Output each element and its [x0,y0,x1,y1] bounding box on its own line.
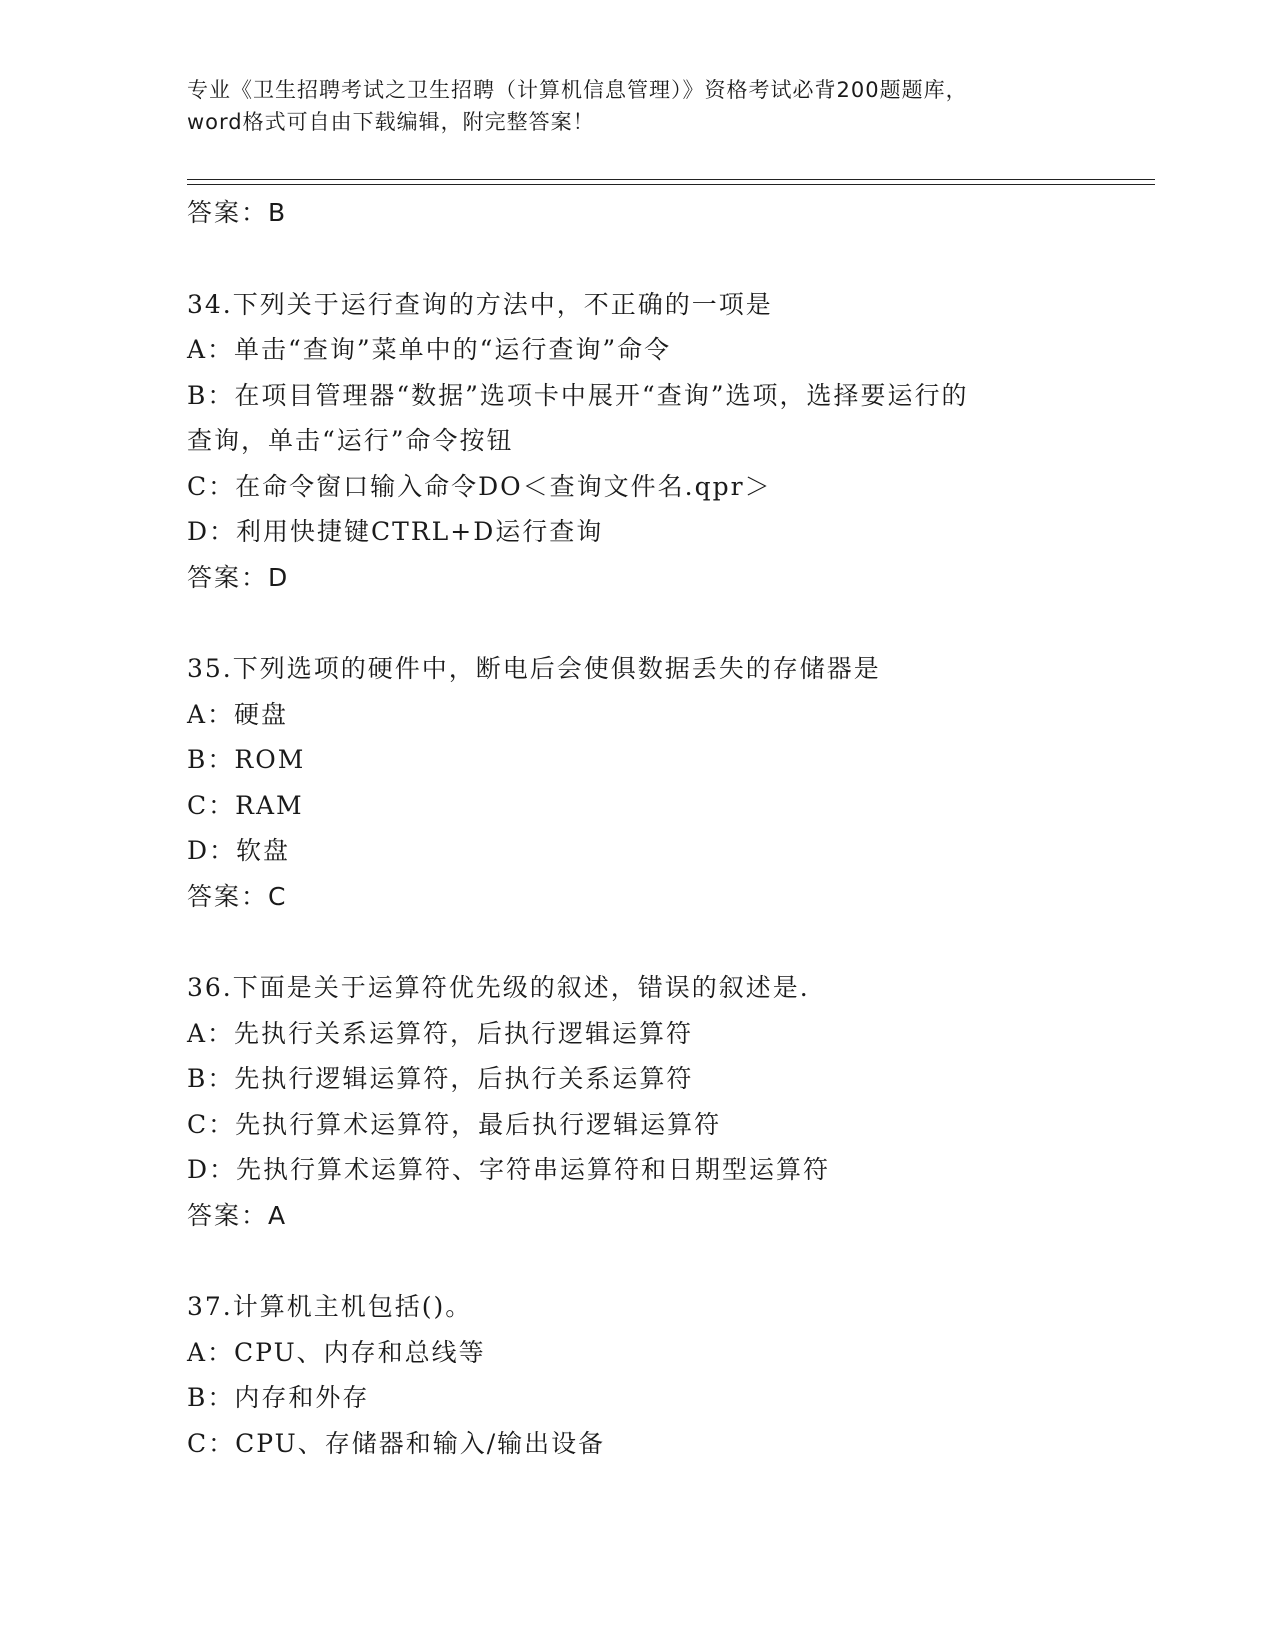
header-title-line-1: 专业《卫生招聘考试之卫生招聘（计算机信息管理）》资格考试必背200题题库， [187,78,968,102]
header-divider-top [187,179,1155,180]
option-b: B：先执行逻辑运算符，后执行关系运算符 [187,1064,694,1093]
question-35 [187,646,1147,919]
option-a: A：CPU、内存和总线等 [187,1337,486,1367]
option-d: D：先执行算术运算符、字符串运算符和日期型运算符 [187,1155,831,1184]
answer: 答案：A [187,1200,288,1230]
question-stem: 35.下列选项的硬件中，断电后会使俱数据丢失的存储器是 [187,654,881,683]
option-a: A：单击“查询”菜单中的“运行查询”命令 [187,335,672,364]
spacer [187,236,1147,282]
option-b: B：ROM [187,745,306,774]
answer: 答案：D [187,562,290,592]
question-37 [187,1284,1147,1466]
option-a: A：硬盘 [187,699,289,729]
option-b-continued: 查询，单击“运行”命令按钮 [187,426,514,455]
question-34 [187,282,1147,601]
document-header [187,74,1087,138]
question-list [187,190,1147,1466]
question-stem: 34.下列关于运行查询的方法中，不正确的一项是 [187,289,773,319]
question-stem: 36.下面是关于运算符优先级的叙述，错误的叙述是. [187,973,810,1002]
option-d: D：利用快捷键CTRL+D运行查询 [187,517,604,546]
spacer [187,919,1147,965]
option-c: C：CPU、存储器和输入/输出设备 [187,1428,606,1458]
option-a: A：先执行关系运算符，后执行逻辑运算符 [187,1018,694,1048]
question-36 [187,965,1147,1238]
previous-answer: 答案：B [187,198,288,227]
option-b: B：内存和外存 [187,1383,370,1412]
option-d: D：软盘 [187,836,291,865]
option-c: C：在命令窗口输入命令DO＜查询文件名.qpr＞ [187,471,772,501]
header-title-line-2: word格式可自由下载编辑，附完整答案！ [187,110,595,134]
question-stem: 37.计算机主机包括()。 [187,1292,473,1321]
header-divider-bottom [187,184,1155,185]
option-c: C：先执行算术运算符，最后执行逻辑运算符 [187,1109,722,1139]
spacer [187,600,1147,646]
option-b: B：在项目管理器“数据”选项卡中展开“查询”选项，选择要运行的 [187,380,969,410]
option-c: C：RAM [187,790,304,820]
spacer [187,1238,1147,1284]
answer: 答案：C [187,881,288,911]
